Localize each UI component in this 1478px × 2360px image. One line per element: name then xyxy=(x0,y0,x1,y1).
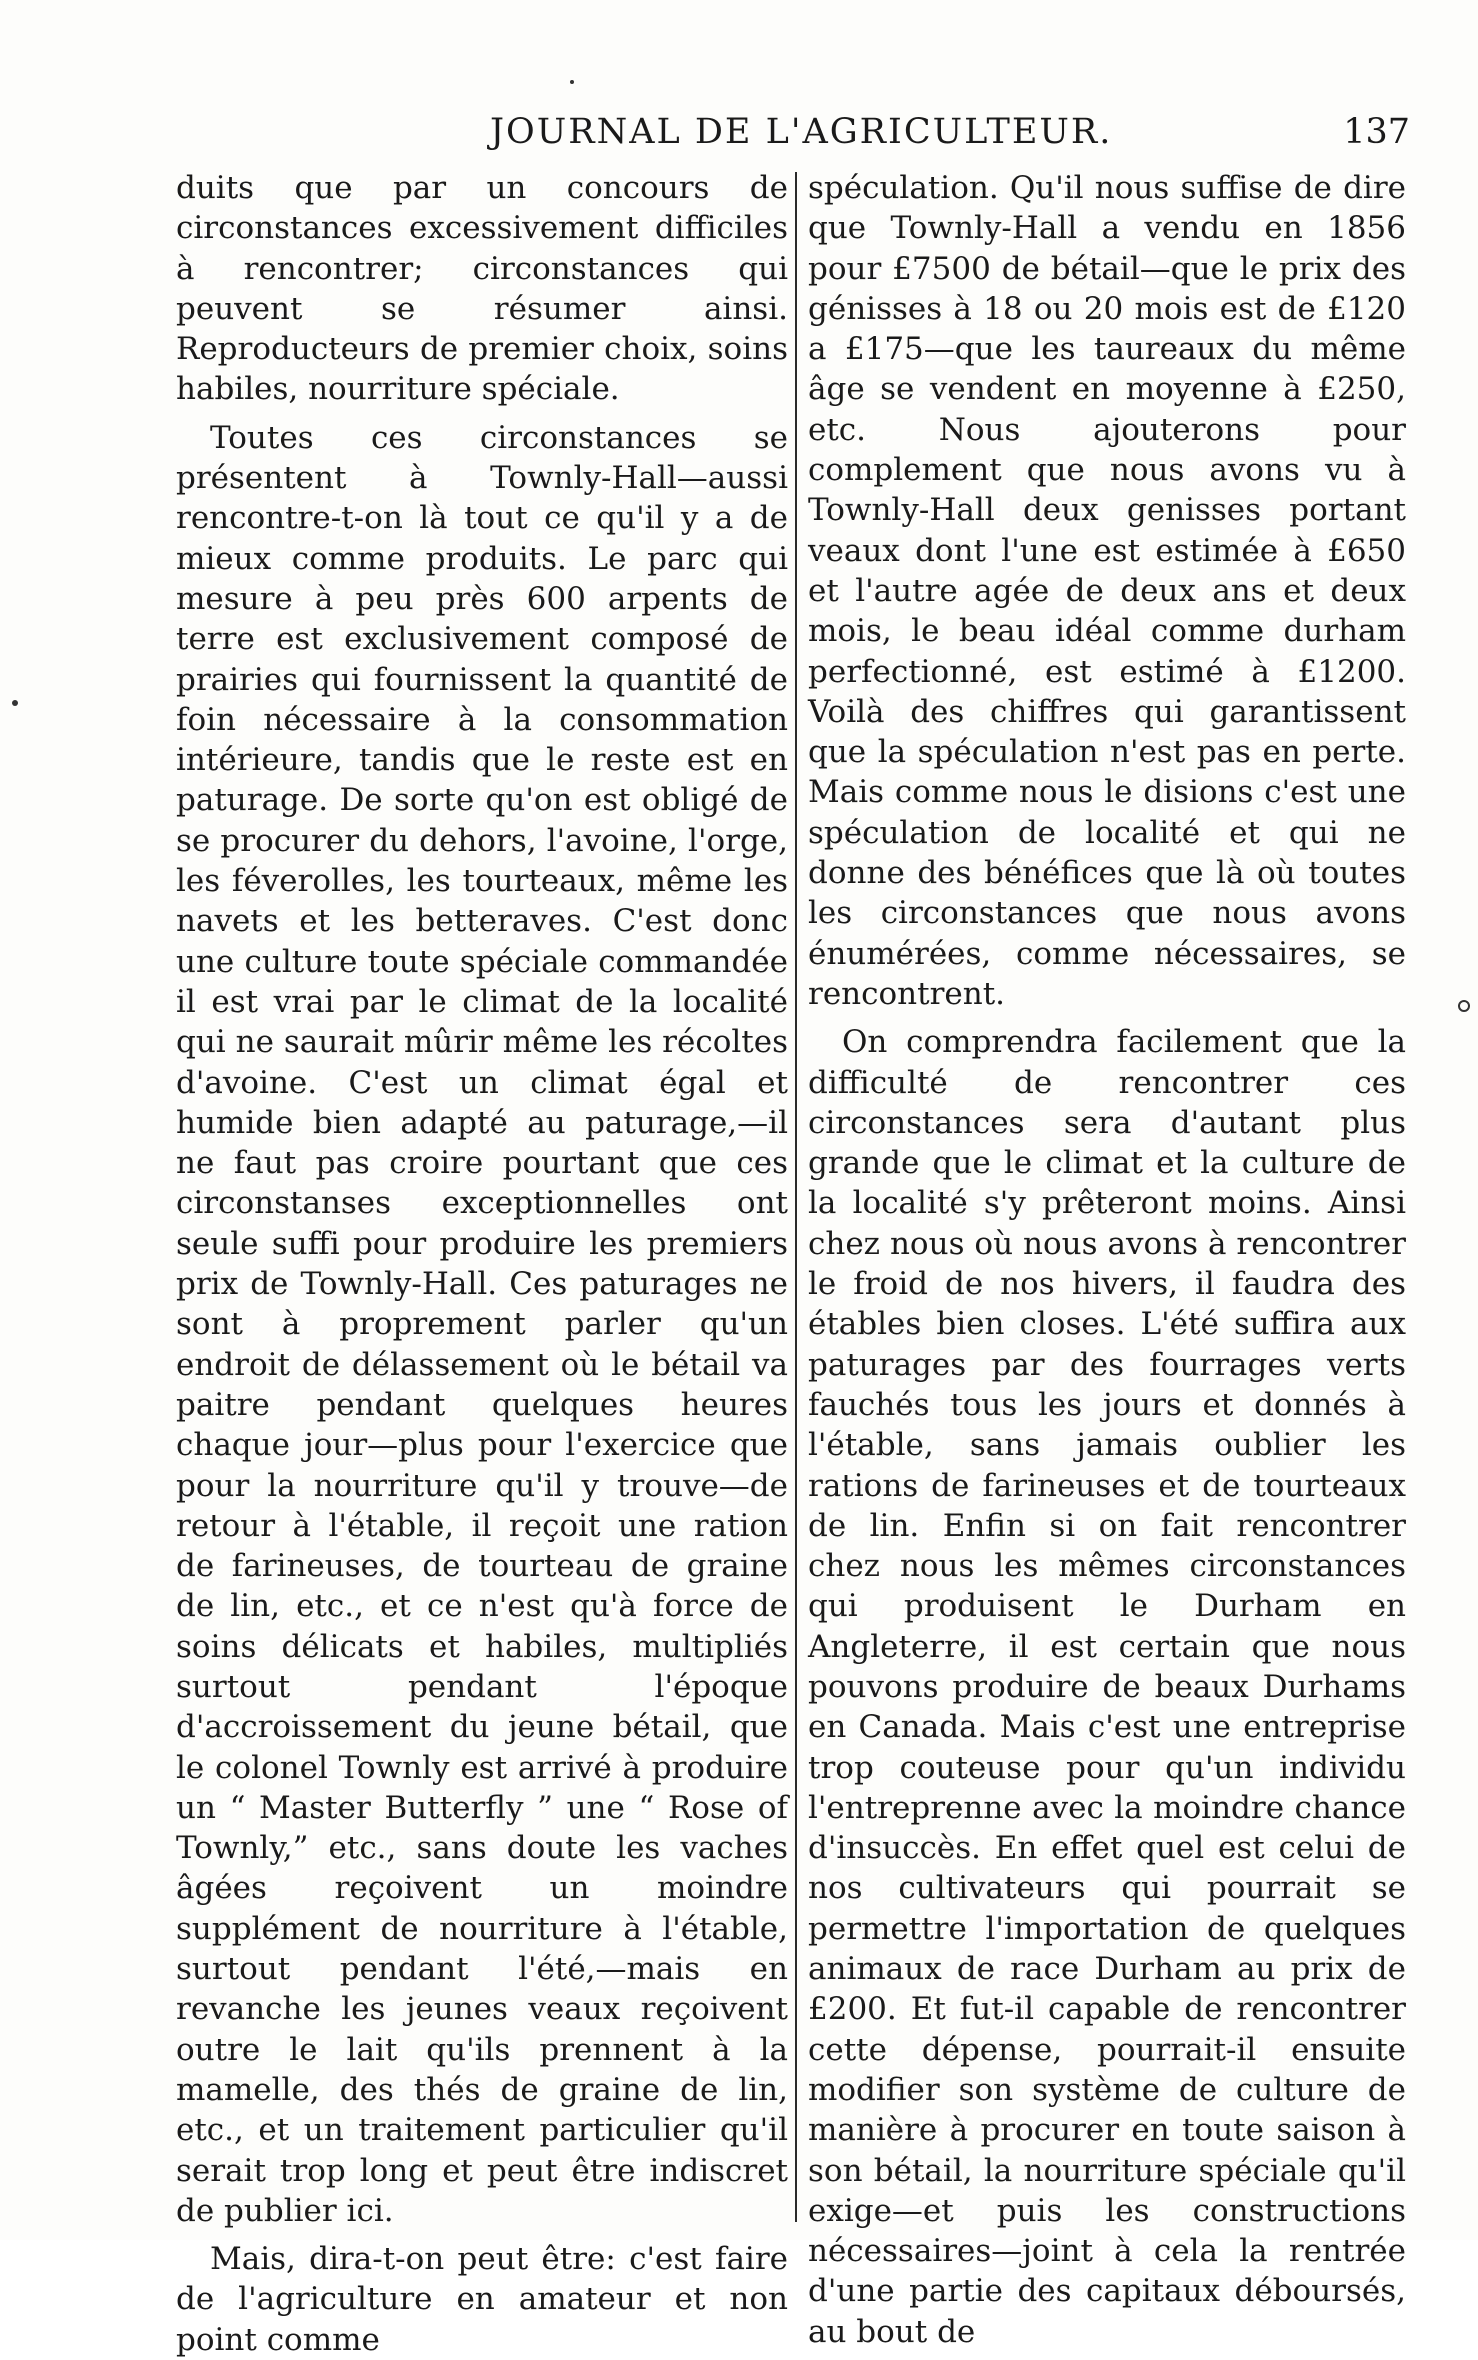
paragraph: Toutes ces circonstances se présentent à Townly-Hall—aussi rencontre-t-on là tout ce qu'il y a de mieux comme produits. Le parc qui mesure à peu près 600 arpents de terre est exclusivement composé de prairies qui fournissent la quantité de foin nécessaire à la consommation intérieure, tandis que le reste est en paturage. De sorte qu'on est obligé de se procurer du dehors, l'avoine, l'orge, les féverolles, les tourteaux, même les navets et les betteraves. C'est donc une culture toute spéciale commandée il est vrai par le climat de la localité qui ne saurait mûrir même les récoltes d'avoine. C'est un climat égal et humide bien adapté au paturage,—il ne faut pas croire pourtant que ces circonstanses exceptionnelles ont seule suffi pour produire les premiers prix de Townly-Hall. Ces paturages ne sont à proprement parler qu'un endroit de délassement où le bétail va paitre pendant quelques heures chaque jour—plus pour l'exercice que pour la nourriture qu'il y trouve—de retour à l'étable, il reçoit une ration de farineuses, de tourteau de graine de lin, etc., et ce n'est qu'à force de soins délicats et habiles, multipliés surtout pendant l'époque d'accroissement du jeune bétail, que le colonel Townly est arrivé à produire un “ Master Butterfly ” une “ Rose of Townly,” etc., sans doute les vaches âgées reçoivent un moindre supplément de nourriture à l'étable, surtout pendant l'été,—mais en revanche les jeunes veaux reçoivent outre le lait qu'ils prennent à la mamelle, des thés de graine de lin, etc., et un traitement particulier qu'il serait trop long et peut être indiscret de publier ici. xyxy=(176,419,788,2229)
running-header xyxy=(170,112,1410,158)
ink-speck xyxy=(12,700,18,706)
paragraph: spéculation. Qu'il nous suffise de dire que Townly-Hall a vendu en 1856 pour £7500 de bétail—que le prix des génisses à 18 ou 20 mois est de £120 a £175—que les taureaux du même âge se vendent en moyenne à £250, etc. Nous ajouterons pour complement que nous avons vu à Townly-Hall deux genisses portant veaux dont l'une est estimée à £650 et l'autre agée de deux ans et deux mois, le beau idéal comme durham perfectionné, est estimé à £1200. Voilà des chiffres qui garantissent que la spéculation n'est pas en perte. Mais comme nous le disions c'est une spéculation de localité et qui ne donne des bénéfices que là où toutes les circonstances que nous avons énumérées, comme nécessaires, se rencontrent. xyxy=(808,170,1406,1012)
ink-speck xyxy=(570,80,574,84)
column-divider xyxy=(795,172,797,2222)
journal-title: JOURNAL DE L'AGRICULTEUR. xyxy=(490,112,1113,152)
page-number: 137 xyxy=(1343,112,1410,152)
ink-speck xyxy=(1458,1000,1470,1012)
left-column xyxy=(176,168,788,2360)
paragraph: duits que par un concours de circonstances excessivement difficiles à rencontrer; circonstances qui peuvent se résumer ainsi. Reproducteurs de premier choix, soins habiles, nourriture spéciale. xyxy=(176,170,788,408)
right-column xyxy=(808,168,1406,2352)
paragraph: On comprendra facilement que la difficulté de rencontrer ces circonstances sera d'autant plus grande que le climat et la culture de la localité s'y prêteront moins. Ainsi chez nous où nous avons à rencontrer le froid de nos hivers, il faudra des étables bien closes. L'été suffira aux paturages par des fourrages verts fauchés tous les jours et donnés à l'étable, sans jamais oublier les rations de farineuses et de tourteaux de lin. Enfin si on fait rencontrer chez nous les mêmes circonstances qui produisent le Durham en Angleterre, il est certain que nous pouvons produire de beaux Durhams en Canada. Mais c'est une entreprise trop couteuse pour qu'un individu l'entreprenne avec la moindre chance d'insuccès. En effet quel est celui de nos cultivateurs qui pourrait se permettre l'importation de quelques animaux de race Durham au prix de £200. Et fut-il capable de rencontrer cette dépense, pourrait-il ensuite modifier son système de culture de manière à procurer en toute saison à son bétail, la nourriture spéciale qu'il exige—et puis les constructions nécessaires—joint à cela la rentrée d'une partie des capitaux déboursés, au bout de xyxy=(808,1024,1406,2350)
paragraph: Mais, dira-t-on peut être: c'est faire de l'agriculture en amateur et non point comme xyxy=(176,2241,788,2358)
